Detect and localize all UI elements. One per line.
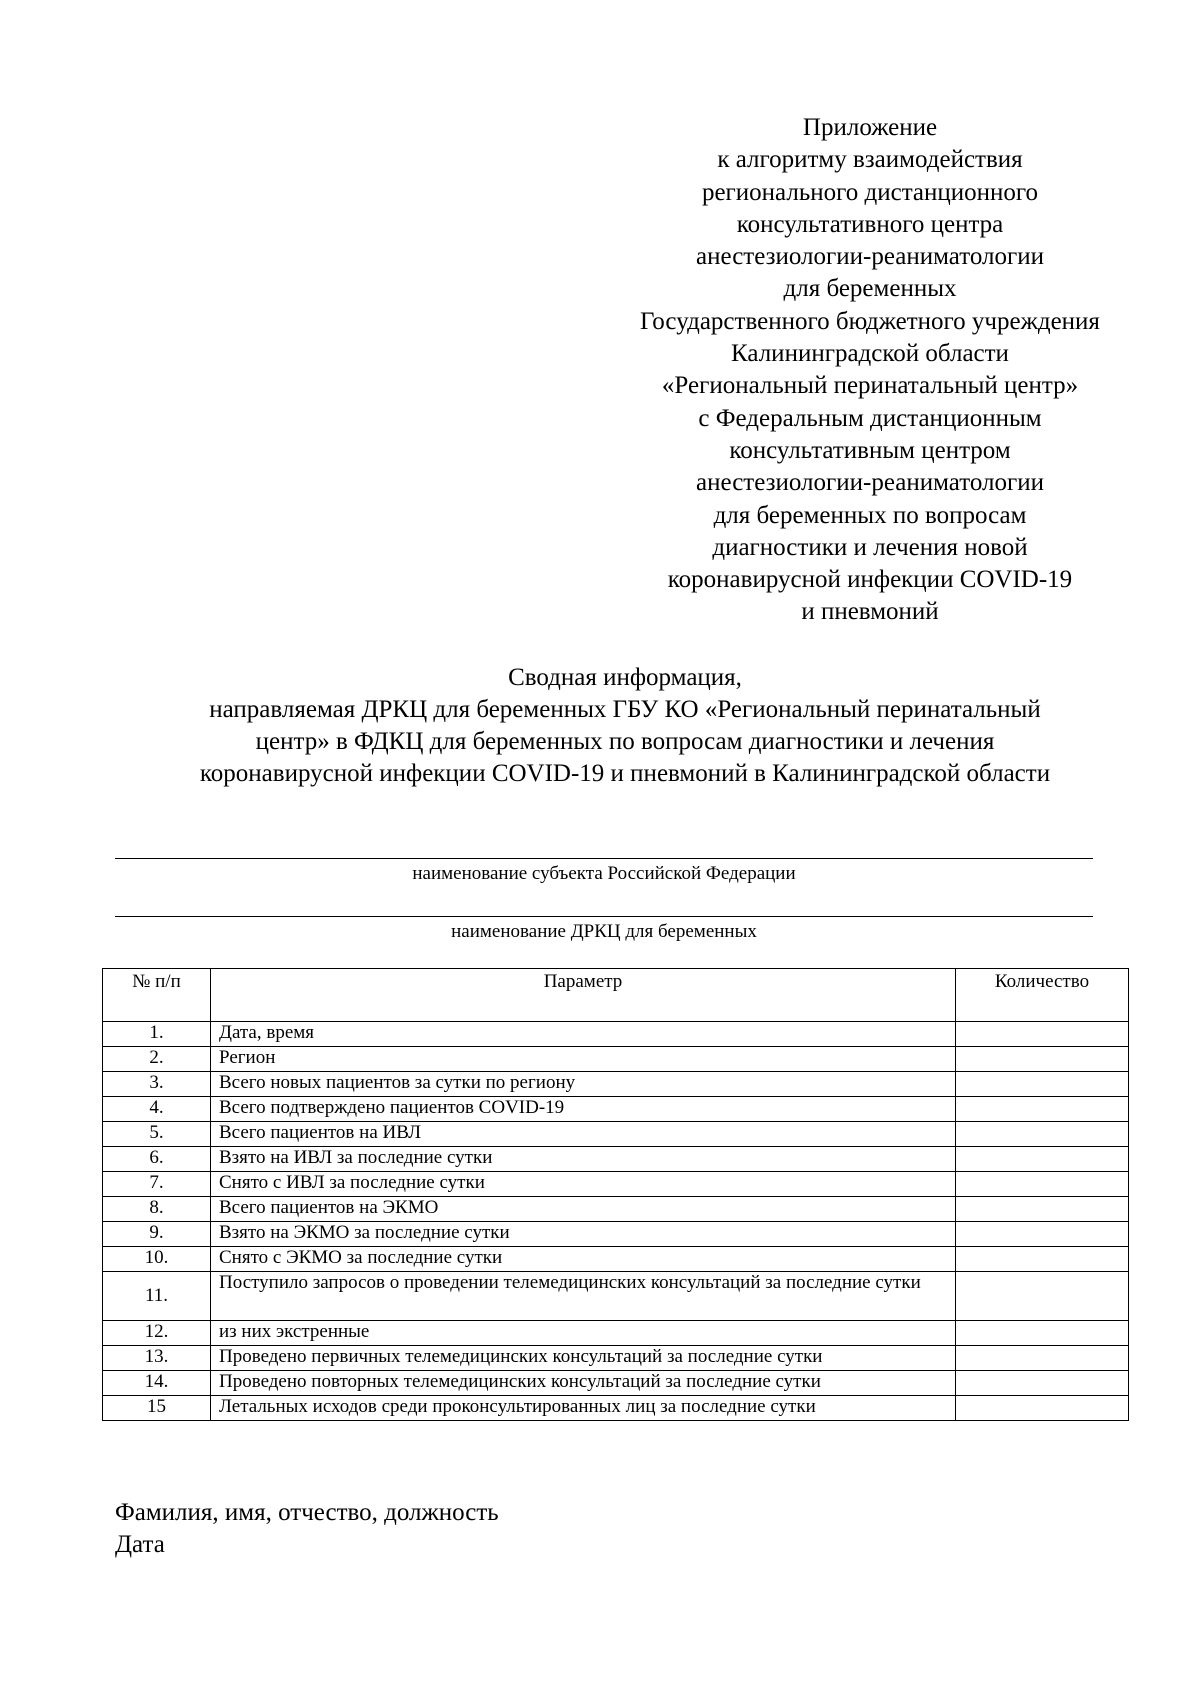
table-row — [103, 1122, 1129, 1147]
table-row — [103, 1371, 1129, 1396]
appendix-line: для беременных — [783, 275, 957, 303]
drkc-name-line[interactable] — [115, 916, 1093, 917]
row-parameter: Всего пациентов на ЭКМО — [211, 1197, 956, 1222]
table-row — [103, 1247, 1129, 1272]
row-quantity-cell[interactable] — [956, 1396, 1129, 1421]
table-row — [103, 1072, 1129, 1097]
row-quantity-cell[interactable] — [956, 1147, 1129, 1172]
date-label: Дата — [115, 1531, 165, 1558]
appendix-line: коронавирусной инфекции COVID-19 — [667, 566, 1073, 594]
row-number: 9. — [103, 1222, 211, 1247]
row-quantity-cell[interactable] — [956, 1197, 1129, 1222]
table-row — [103, 1022, 1129, 1047]
row-parameter: Проведено первичных телемедицинских консультаций за последние сутки — [211, 1346, 956, 1371]
row-parameter: Дата, время — [211, 1022, 956, 1047]
summary-title-line: направляемая ДРКЦ для беременных ГБУ КО «Региональный перинатальный — [209, 696, 1041, 723]
row-parameter: Регион — [211, 1047, 956, 1072]
table-row — [103, 1197, 1129, 1222]
row-number: 3. — [103, 1072, 211, 1097]
table-row — [103, 1346, 1129, 1371]
row-parameter: Взято на ЭКМО за последние сутки — [211, 1222, 956, 1247]
table-row — [103, 1097, 1129, 1122]
row-parameter: Всего пациентов на ИВЛ — [211, 1122, 956, 1147]
parameters-table — [102, 968, 1129, 1421]
row-parameter: Снято с ИВЛ за последние сутки — [211, 1172, 956, 1197]
appendix-header — [600, 112, 1140, 629]
row-number: 8. — [103, 1197, 211, 1222]
appendix-line: к алгоритму взаимодействия — [717, 146, 1023, 174]
header-number: № п/п — [103, 969, 211, 1022]
row-parameter: Всего подтверждено пациентов COVID-19 — [211, 1097, 956, 1122]
signature-block — [115, 1497, 499, 1561]
row-parameter: Поступило запросов о проведении телемедицинских консультаций за последние сутки — [211, 1272, 956, 1321]
table-row — [103, 1321, 1129, 1346]
row-quantity-cell[interactable] — [956, 1272, 1129, 1321]
appendix-line: консультативного центра — [736, 210, 1004, 238]
table-row — [103, 1047, 1129, 1072]
row-quantity-cell[interactable] — [956, 1321, 1129, 1346]
table-header-row — [103, 969, 1129, 1022]
header-quantity: Количество — [956, 969, 1129, 1022]
summary-title-line: коронавирусной инфекции COVID-19 и пневмоний в Калининградской области — [199, 760, 1051, 787]
subject-name-line[interactable] — [115, 858, 1093, 859]
row-number: 12. — [103, 1321, 211, 1346]
row-number: 1. — [103, 1022, 211, 1047]
appendix-line: консультативным центром — [729, 436, 1011, 464]
row-quantity-cell[interactable] — [956, 1247, 1129, 1272]
row-parameter: Всего новых пациентов за сутки по региону — [211, 1072, 956, 1097]
row-quantity-cell[interactable] — [956, 1346, 1129, 1371]
appendix-line: с Федеральным дистанционным — [698, 404, 1042, 432]
summary-title — [60, 662, 1190, 790]
row-number: 11. — [103, 1272, 211, 1321]
appendix-line: и пневмоний — [801, 598, 939, 626]
appendix-line: диагностики и лечения новой — [712, 533, 1028, 561]
appendix-line: анестезиологии-реаниматологии — [696, 243, 1044, 271]
appendix-line: для беременных по вопросам — [713, 501, 1027, 529]
appendix-line: регионального дистанционного — [701, 178, 1039, 206]
row-quantity-cell[interactable] — [956, 1097, 1129, 1122]
row-quantity-cell[interactable] — [956, 1222, 1129, 1247]
subject-name-caption: наименование субъекта Российской Федерации — [412, 863, 796, 884]
table-row — [103, 1147, 1129, 1172]
row-number: 4. — [103, 1097, 211, 1122]
row-number: 6. — [103, 1147, 211, 1172]
table-row — [103, 1222, 1129, 1247]
row-number: 15 — [103, 1396, 211, 1421]
header-parameter: Параметр — [211, 969, 956, 1022]
row-number: 7. — [103, 1172, 211, 1197]
row-parameter: Снято с ЭКМО за последние сутки — [211, 1247, 956, 1272]
table-row — [103, 1172, 1129, 1197]
table-row — [103, 1396, 1129, 1421]
signature-label: Фамилия, имя, отчество, должность — [115, 1499, 499, 1526]
row-parameter: Взято на ИВЛ за последние сутки — [211, 1147, 956, 1172]
table-row — [103, 1272, 1129, 1321]
appendix-line: Государственного бюджетного учреждения — [640, 307, 1100, 335]
row-quantity-cell[interactable] — [956, 1371, 1129, 1396]
row-quantity-cell[interactable] — [956, 1172, 1129, 1197]
row-quantity-cell[interactable] — [956, 1122, 1129, 1147]
row-number: 2. — [103, 1047, 211, 1072]
row-number: 10. — [103, 1247, 211, 1272]
row-quantity-cell[interactable] — [956, 1072, 1129, 1097]
summary-title-line: Сводная информация, — [508, 664, 742, 691]
row-parameter: Летальных исходов среди проконсультированных лиц за последние сутки — [211, 1396, 956, 1421]
row-quantity-cell[interactable] — [956, 1047, 1129, 1072]
row-parameter: Проведено повторных телемедицинских консультаций за последние сутки — [211, 1371, 956, 1396]
appendix-line: Приложение — [802, 114, 938, 141]
row-number: 14. — [103, 1371, 211, 1396]
summary-title-line: центр» в ФДКЦ для беременных по вопросам диагностики и лечения — [255, 728, 995, 755]
appendix-line: анестезиологии-реаниматологии — [696, 469, 1044, 497]
row-parameter: из них экстренные — [211, 1321, 956, 1346]
appendix-line: Калининградской области — [731, 340, 1009, 368]
row-quantity-cell[interactable] — [956, 1022, 1129, 1047]
row-number: 5. — [103, 1122, 211, 1147]
drkc-name-caption: наименование ДРКЦ для беременных — [451, 921, 757, 942]
row-number: 13. — [103, 1346, 211, 1371]
appendix-line: «Региональный перинатальный центр» — [661, 372, 1079, 400]
